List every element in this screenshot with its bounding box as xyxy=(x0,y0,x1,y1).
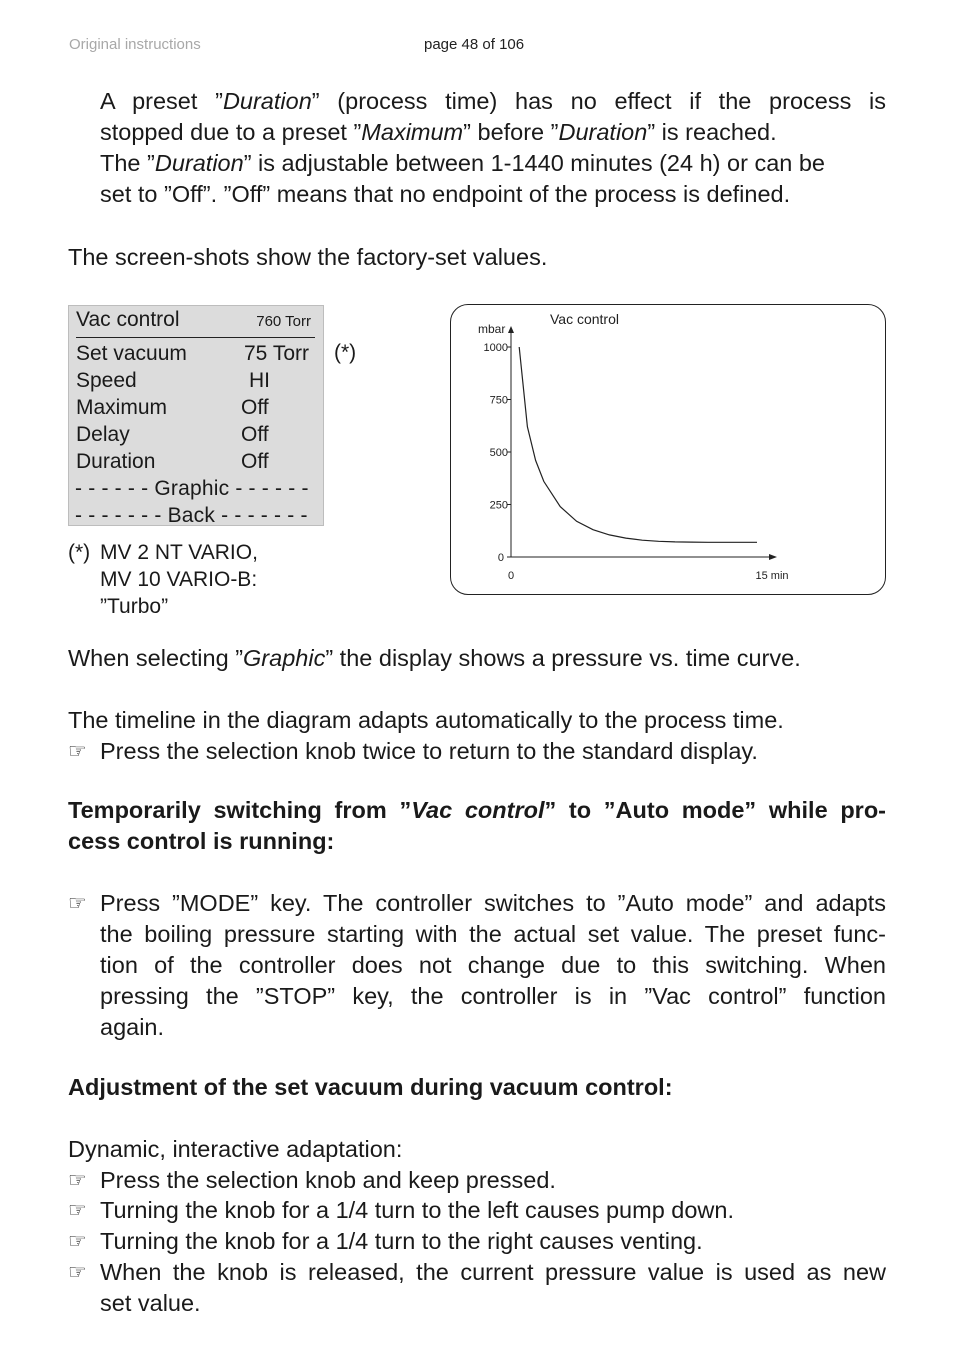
chart-title: Vac control xyxy=(550,311,619,327)
section-heading-adjustment: Adjustment of the set vacuum during vacuum control: xyxy=(68,1074,673,1100)
pointing-hand-icon: ☞ xyxy=(68,740,87,763)
bullet-item: ☞ When the knob is released, the current pressure value is used as new set value. xyxy=(68,1259,886,1316)
bullet-item xyxy=(68,1226,703,1257)
lcd-row-label: Maximum xyxy=(76,396,168,419)
footnote-line-1: MV 2 NT VARIO, xyxy=(100,541,258,564)
bullet-item xyxy=(68,1195,735,1226)
lcd-row-value: 75 Torr xyxy=(244,342,309,365)
bullet-item xyxy=(68,1165,556,1196)
footnote-marker: (*) xyxy=(68,541,91,564)
bullet-text: Press the selection knob twice to return to the standard display. xyxy=(100,738,758,764)
x-tick-label: 0 xyxy=(507,570,515,582)
lcd-row-label: Set vacuum xyxy=(76,342,187,365)
pressure-graph-panel xyxy=(450,304,886,595)
header-document-type: Original instructions xyxy=(69,36,201,53)
lcd-row-value: HI xyxy=(249,369,270,392)
pressure-curve xyxy=(519,347,757,542)
pointing-hand-icon: ☞ xyxy=(68,1199,87,1222)
pointing-hand-icon: ☞ xyxy=(68,1261,87,1284)
graphic-sentence: When selecting ”Graphic” the display shows a pressure vs. time curve. xyxy=(68,645,801,671)
section-heading-switching: Temporarily switching from ”Vac control” to ”Auto mode” while pro- cess control is running: xyxy=(68,797,887,854)
lcd-title: Vac control xyxy=(76,308,180,331)
intro-paragraph xyxy=(100,86,886,210)
y-axis-label: mbar xyxy=(478,322,506,336)
intro-line-4: set to ”Off”. ”Off” means that no endpoint of the process is defined. xyxy=(100,181,791,207)
dynamic-intro: Dynamic, interactive adaptation: xyxy=(68,1136,403,1162)
pointing-hand-icon: ☞ xyxy=(68,892,87,915)
lcd-row-label: Duration xyxy=(76,450,156,473)
x-axis-arrow xyxy=(769,554,777,560)
footnote-line-2: MV 10 VARIO-B: xyxy=(100,568,258,591)
timeline-sentence: The timeline in the diagram adapts automatically to the process time. xyxy=(68,707,784,733)
footnote-line-3: ”Turbo” xyxy=(100,595,169,618)
y-tick-label: 0 xyxy=(497,552,504,564)
x-tick-label: 15 min xyxy=(755,570,789,582)
lcd-row-label: Delay xyxy=(76,423,130,446)
pointing-hand-icon: ☞ xyxy=(68,1169,87,1192)
lcd-row-value: Off xyxy=(241,396,269,419)
lcd-row-label: Speed xyxy=(76,369,137,392)
y-tick-label: 250 xyxy=(489,499,508,512)
bullet-text: Press the selection knob and keep pressed. xyxy=(100,1167,556,1193)
intro-line-2: stopped due to a preset ”Maximum” before ”Duration” is reached. xyxy=(100,119,777,145)
screenshots-note: The screen-shots show the factory-set values. xyxy=(68,244,548,270)
bullet-item xyxy=(68,736,758,767)
lcd-graphic-option: - - - - - - Graphic - - - - - - xyxy=(75,477,309,500)
pressure-chart xyxy=(451,305,887,596)
y-tick-label: 1000 xyxy=(483,342,508,354)
y-tick-label: 750 xyxy=(489,394,508,407)
y-tick-label: 500 xyxy=(489,447,508,459)
intro-line-3: The ”Duration” is adjustable between 1-1440 minutes (24 h) or can be xyxy=(100,150,826,176)
lcd-row-value: Off xyxy=(241,423,269,446)
pointing-hand-icon: ☞ xyxy=(68,1230,87,1253)
intro-line-1: A preset ”Duration” (process time) has no effect if the process is xyxy=(100,88,887,114)
bullet-text: Turning the knob for a 1/4 turn to the left causes pump down. xyxy=(100,1197,735,1223)
header-page-number: page 48 of 106 xyxy=(424,36,525,53)
mode-bullet: ☞ Press ”MODE” key. The controller switches to ”Auto mode” and adapts the boiling pressure starting with the actual set value. The preset func- tion of the controller does not change due to this switching. When pressing the ”STOP” key, the controller is in ”Vac control” function again. xyxy=(68,890,886,1040)
lcd-divider xyxy=(76,337,315,338)
lcd-display xyxy=(68,305,324,526)
y-axis-arrow xyxy=(508,326,514,333)
bullet-text: Turning the knob for a 1/4 turn to the right causes venting. xyxy=(100,1228,703,1254)
lcd-row-value: Off xyxy=(241,450,269,473)
lcd-back-option: - - - - - - - Back - - - - - - - xyxy=(75,504,308,527)
lcd-title-pressure: 760 Torr xyxy=(256,313,311,330)
lcd-asterisk: (*) xyxy=(334,341,357,364)
